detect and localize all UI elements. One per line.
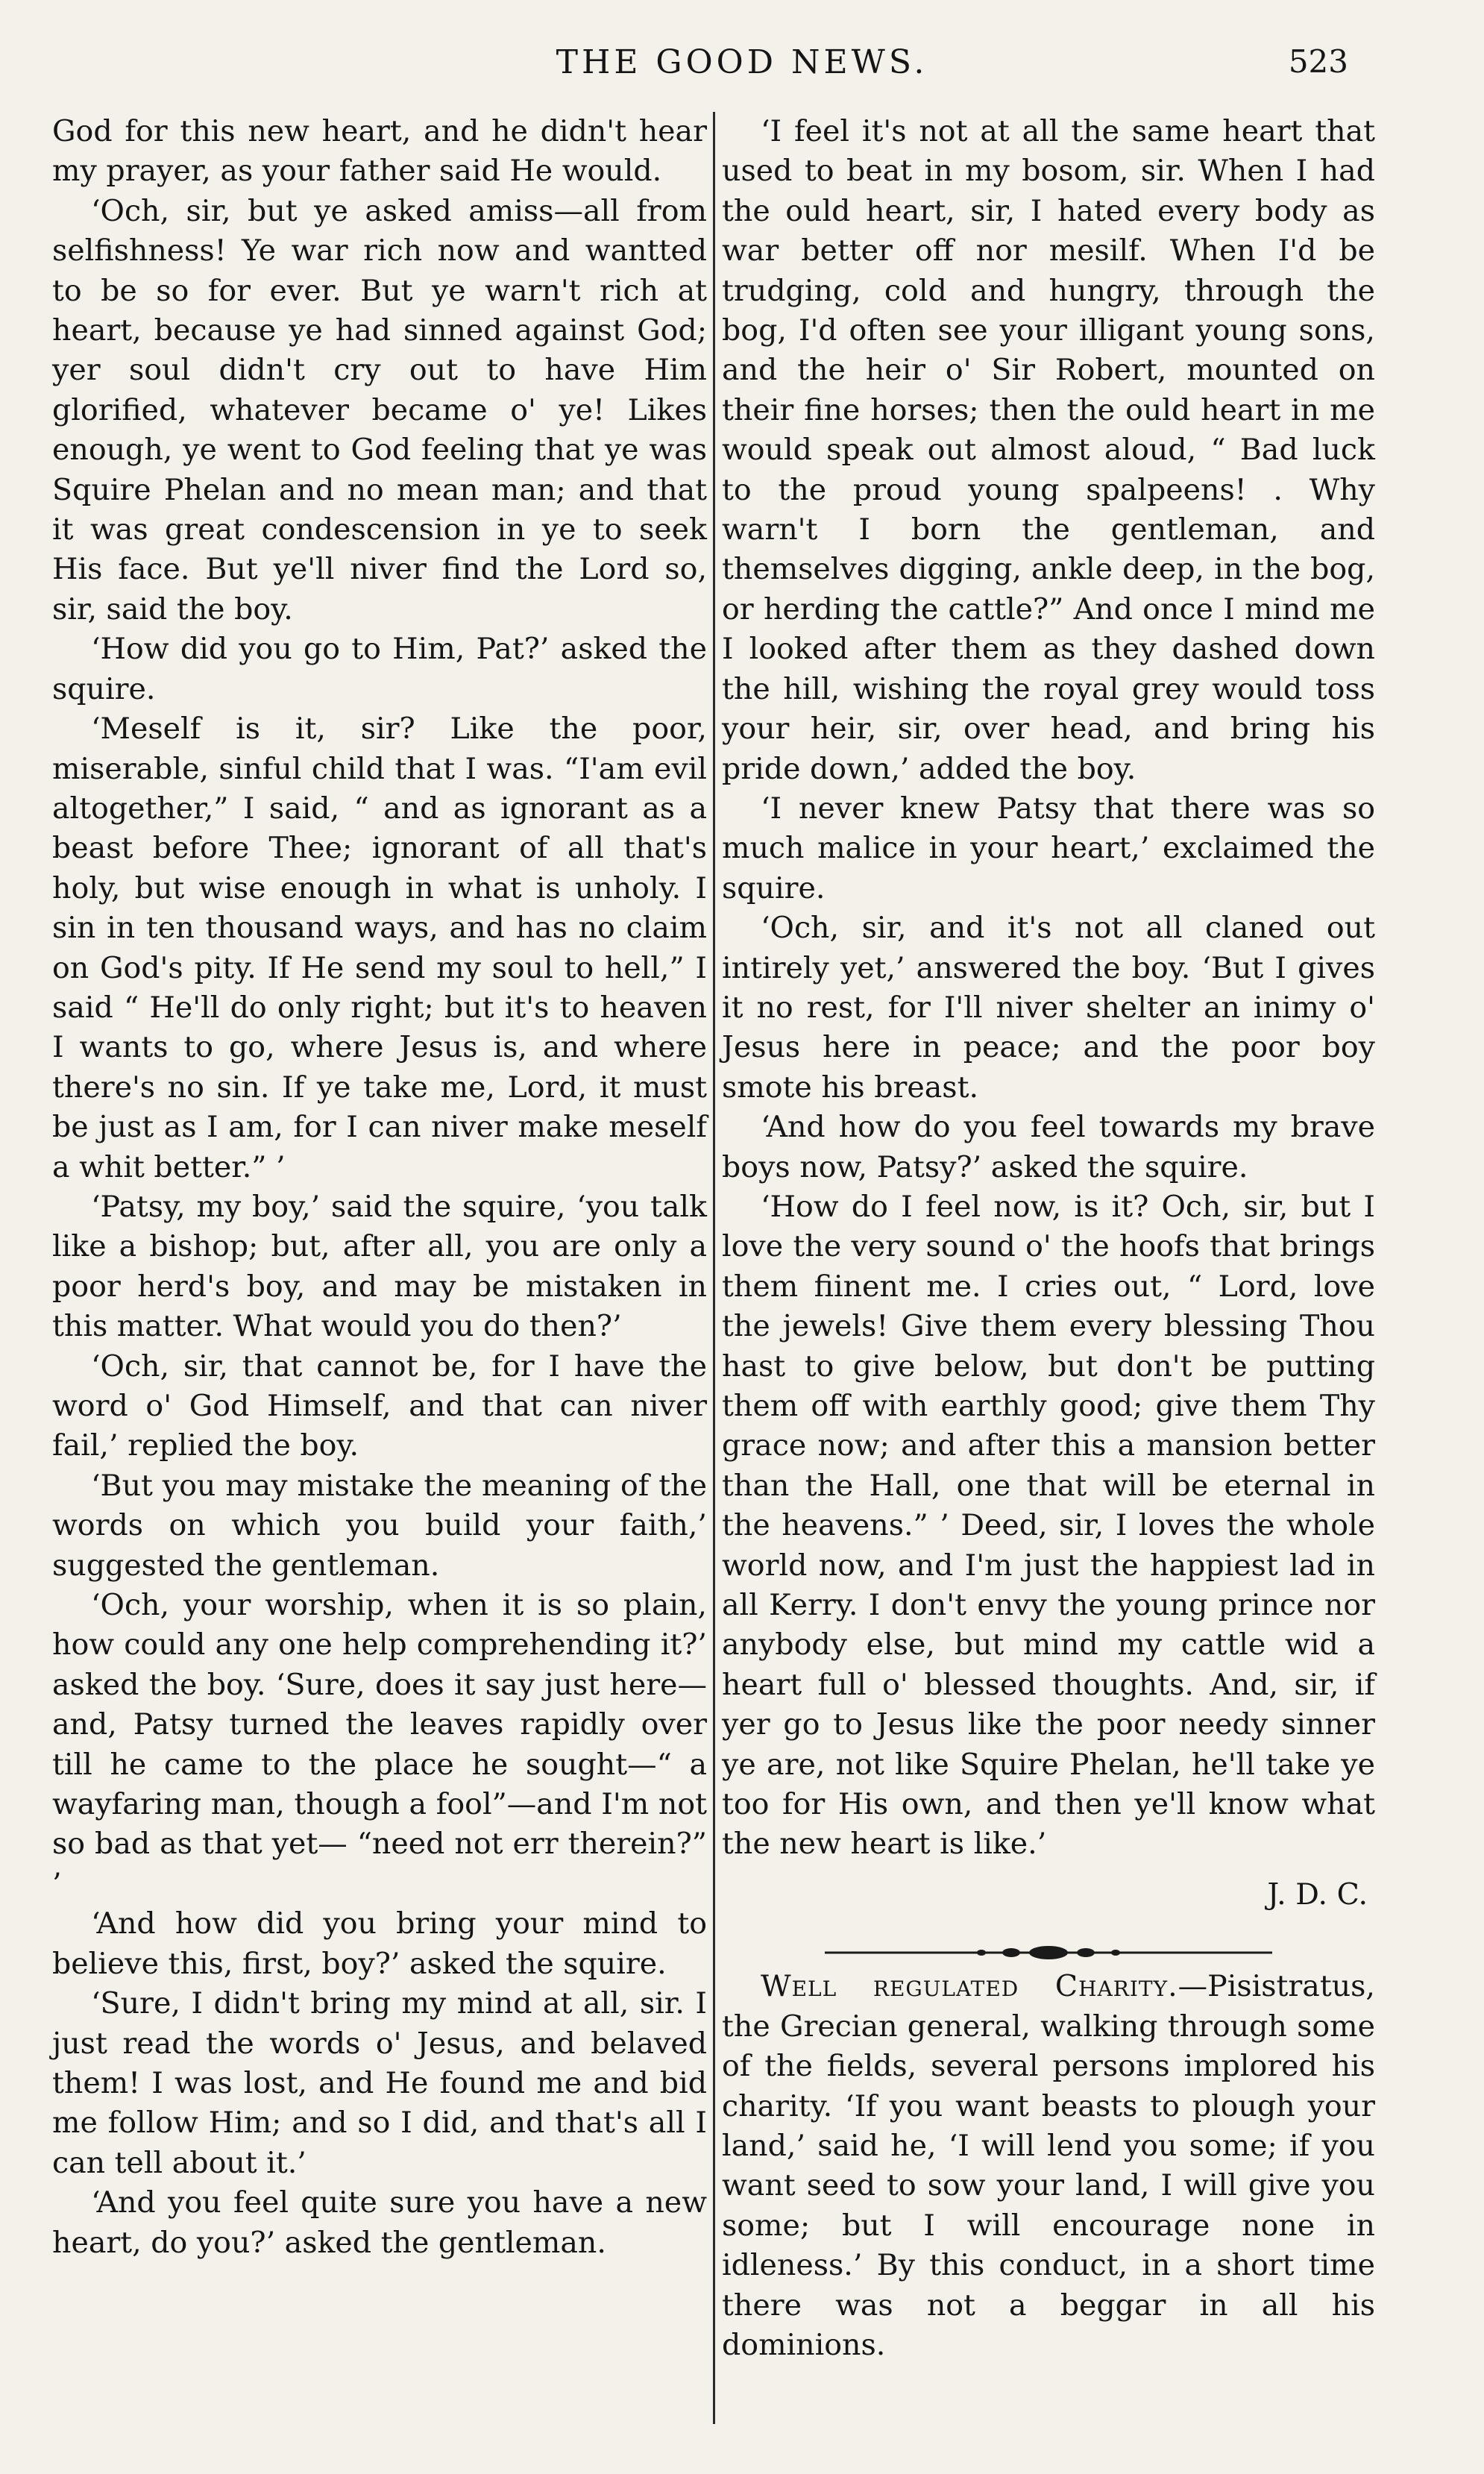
- ornamental-rule: [722, 1933, 1375, 1950]
- charity-text: —Pisistratus, the Grecian general, walking through some of the fields, several persons implored his charity. ‘If you want beasts to plough your land,’ said he, ‘I will lend you some; if you want seed to sow your land, I will give you some; but I will encourage none in idleness.’ By this conduct, in a short time there was not a beggar in all his dominions.: [722, 1969, 1375, 2362]
- paragraph: ‘How did you go to Him, Pat?’ asked the squire.: [52, 632, 707, 706]
- paragraph: ‘Och, sir, but ye asked amiss—all from selfishness! Ye war rich now and wantted to be so for ever. But ye warn't rich at heart, because ye had sinned against God; yer soul didn't cry out to have Him glorified, whatever became o' ye! Likes enough, ye went to God feeling that ye was Squire Phelan and no mean man; and that it was great condescension in ye to seek His face. But ye'll niver find the Lord so, sir, said the boy.: [52, 193, 707, 627]
- paragraph: ‘And you feel quite sure you have a new heart, do you?’ asked the gentleman.: [52, 2185, 707, 2260]
- paragraph: ‘And how did you bring your mind to believe this, first, boy?’ asked the squire.: [52, 1906, 707, 1981]
- right-column: [722, 112, 1375, 2365]
- page-number: 523: [1288, 43, 1348, 80]
- paragraph: ‘And how do you feel towards my brave boys now, Patsy?’ asked the squire.: [722, 1110, 1375, 1184]
- paragraph: ‘Och, sir, that cannot be, for I have the word o' God Himself, and that can niver fail,’ replied the boy.: [52, 1349, 707, 1463]
- paragraph: God for this new heart, and he didn't hear my prayer, as your father said He would.: [52, 114, 707, 189]
- charity-paragraph: [722, 1967, 1375, 2365]
- paragraph: ‘Och, sir, and it's not all claned out intirely yet,’ answered the boy. ‘But I gives it no rest, for I'll niver shelter an inimy o' Jesus here in peace; and the poor boy smote his breast.: [722, 911, 1375, 1105]
- paragraph: ‘I never knew Patsy that there was so much malice in your heart,’ exclaimed the squire.: [722, 791, 1375, 905]
- charity-heading: Well regulated Charity.: [761, 1969, 1178, 2004]
- author-signature: J. D. C.: [1267, 1877, 1368, 1912]
- paragraph: ‘Meself is it, sir? Like the poor, miserable, sinful child that I was. “I'am evil altogether,” I said, “ and as ignorant as a beast before Thee; ignorant of all that's holy, but wise enough in what is unholy. I sin in ten thousand ways, and has no claim on God's pity. If He send my soul to hell,” I said “ He'll do only right; but it's to heaven I wants to go, where Jesus is, and where there's no sin. If ye take me, Lord, it must be just as I am, for I can niver make meself a whit better.” ’: [52, 712, 707, 1184]
- paragraph: ‘How do I feel now, is it? Och, sir, but I love the very sound o' the hoofs that brings them fiinent me. I cries out, “ Lord, love the jewels! Give them every blessing Thou hast to give below, but don't be putting them off with earthly good; give them Thy grace now; and after this a mansion better than the Hall, one that will be eternal in the heavens.” ’ Deed, sir, I loves the whole world now, and I'm just the happiest lad in all Kerry. I don't envy the young prince nor anybody else, but mind my cattle wid a heart full o' blessed thoughts. And, sir, if yer go to Jesus like the poor needy sinner ye are, not like Squire Phelan, he'll take ye too for His own, and then ye'll know what the new heart is like.’: [722, 1189, 1375, 1862]
- paragraph: ‘But you may mistake the meaning of the words on which you build your faith,’ suggested the gentleman.: [52, 1468, 707, 1583]
- running-title: THE GOOD NEWS.: [556, 43, 928, 81]
- page-header: [0, 43, 1484, 95]
- paragraph: ‘I feel it's not at all the same heart that used to beat in my bosom, sir. When I had the ould heart, sir, I hated every body as war better off nor mesilf. When I'd be trudging, cold and hungry, through the bog, I'd often see your illigant young sons, and the heir o' Sir Robert, mounted on their fine horses; then the ould heart in me would speak out almost aloud, “ Bad luck to the proud young spalpeens! . Why warn't I born the gentleman, and themselves digging, ankle deep, in the bog, or herding the cattle?” And once I mind me I looked after them as they dashed down the hill, wishing the royal grey would toss your heir, sir, over head, and bring his pride down,’ added the boy.: [722, 114, 1375, 786]
- ornament-divider-icon: [825, 1944, 1272, 1962]
- paragraph: ‘Och, your worship, when it is so plain, how could any one help comprehending it?’ asked the boy. ‘Sure, does it say just here—and, Patsy turned the leaves rapidly over till he came to the place he sought—“ a wayfaring man, though a fool”—and I'm not so bad as that yet— “need not err therein?” ’: [52, 1588, 707, 1901]
- column-divider: [713, 112, 715, 2424]
- paragraph: ‘Sure, I didn't bring my mind at all, sir. I just read the words o' Jesus, and belaved them! I was lost, and He found me and bid me follow Him; and so I did, and that's all I can tell about it.’: [52, 1986, 707, 2180]
- paragraph: ‘Patsy, my boy,’ said the squire, ‘you talk like a bishop; but, after all, you are only a poor herd's boy, and may be mistaken in this matter. What would you do then?’: [52, 1189, 707, 1344]
- left-column: [52, 112, 707, 2263]
